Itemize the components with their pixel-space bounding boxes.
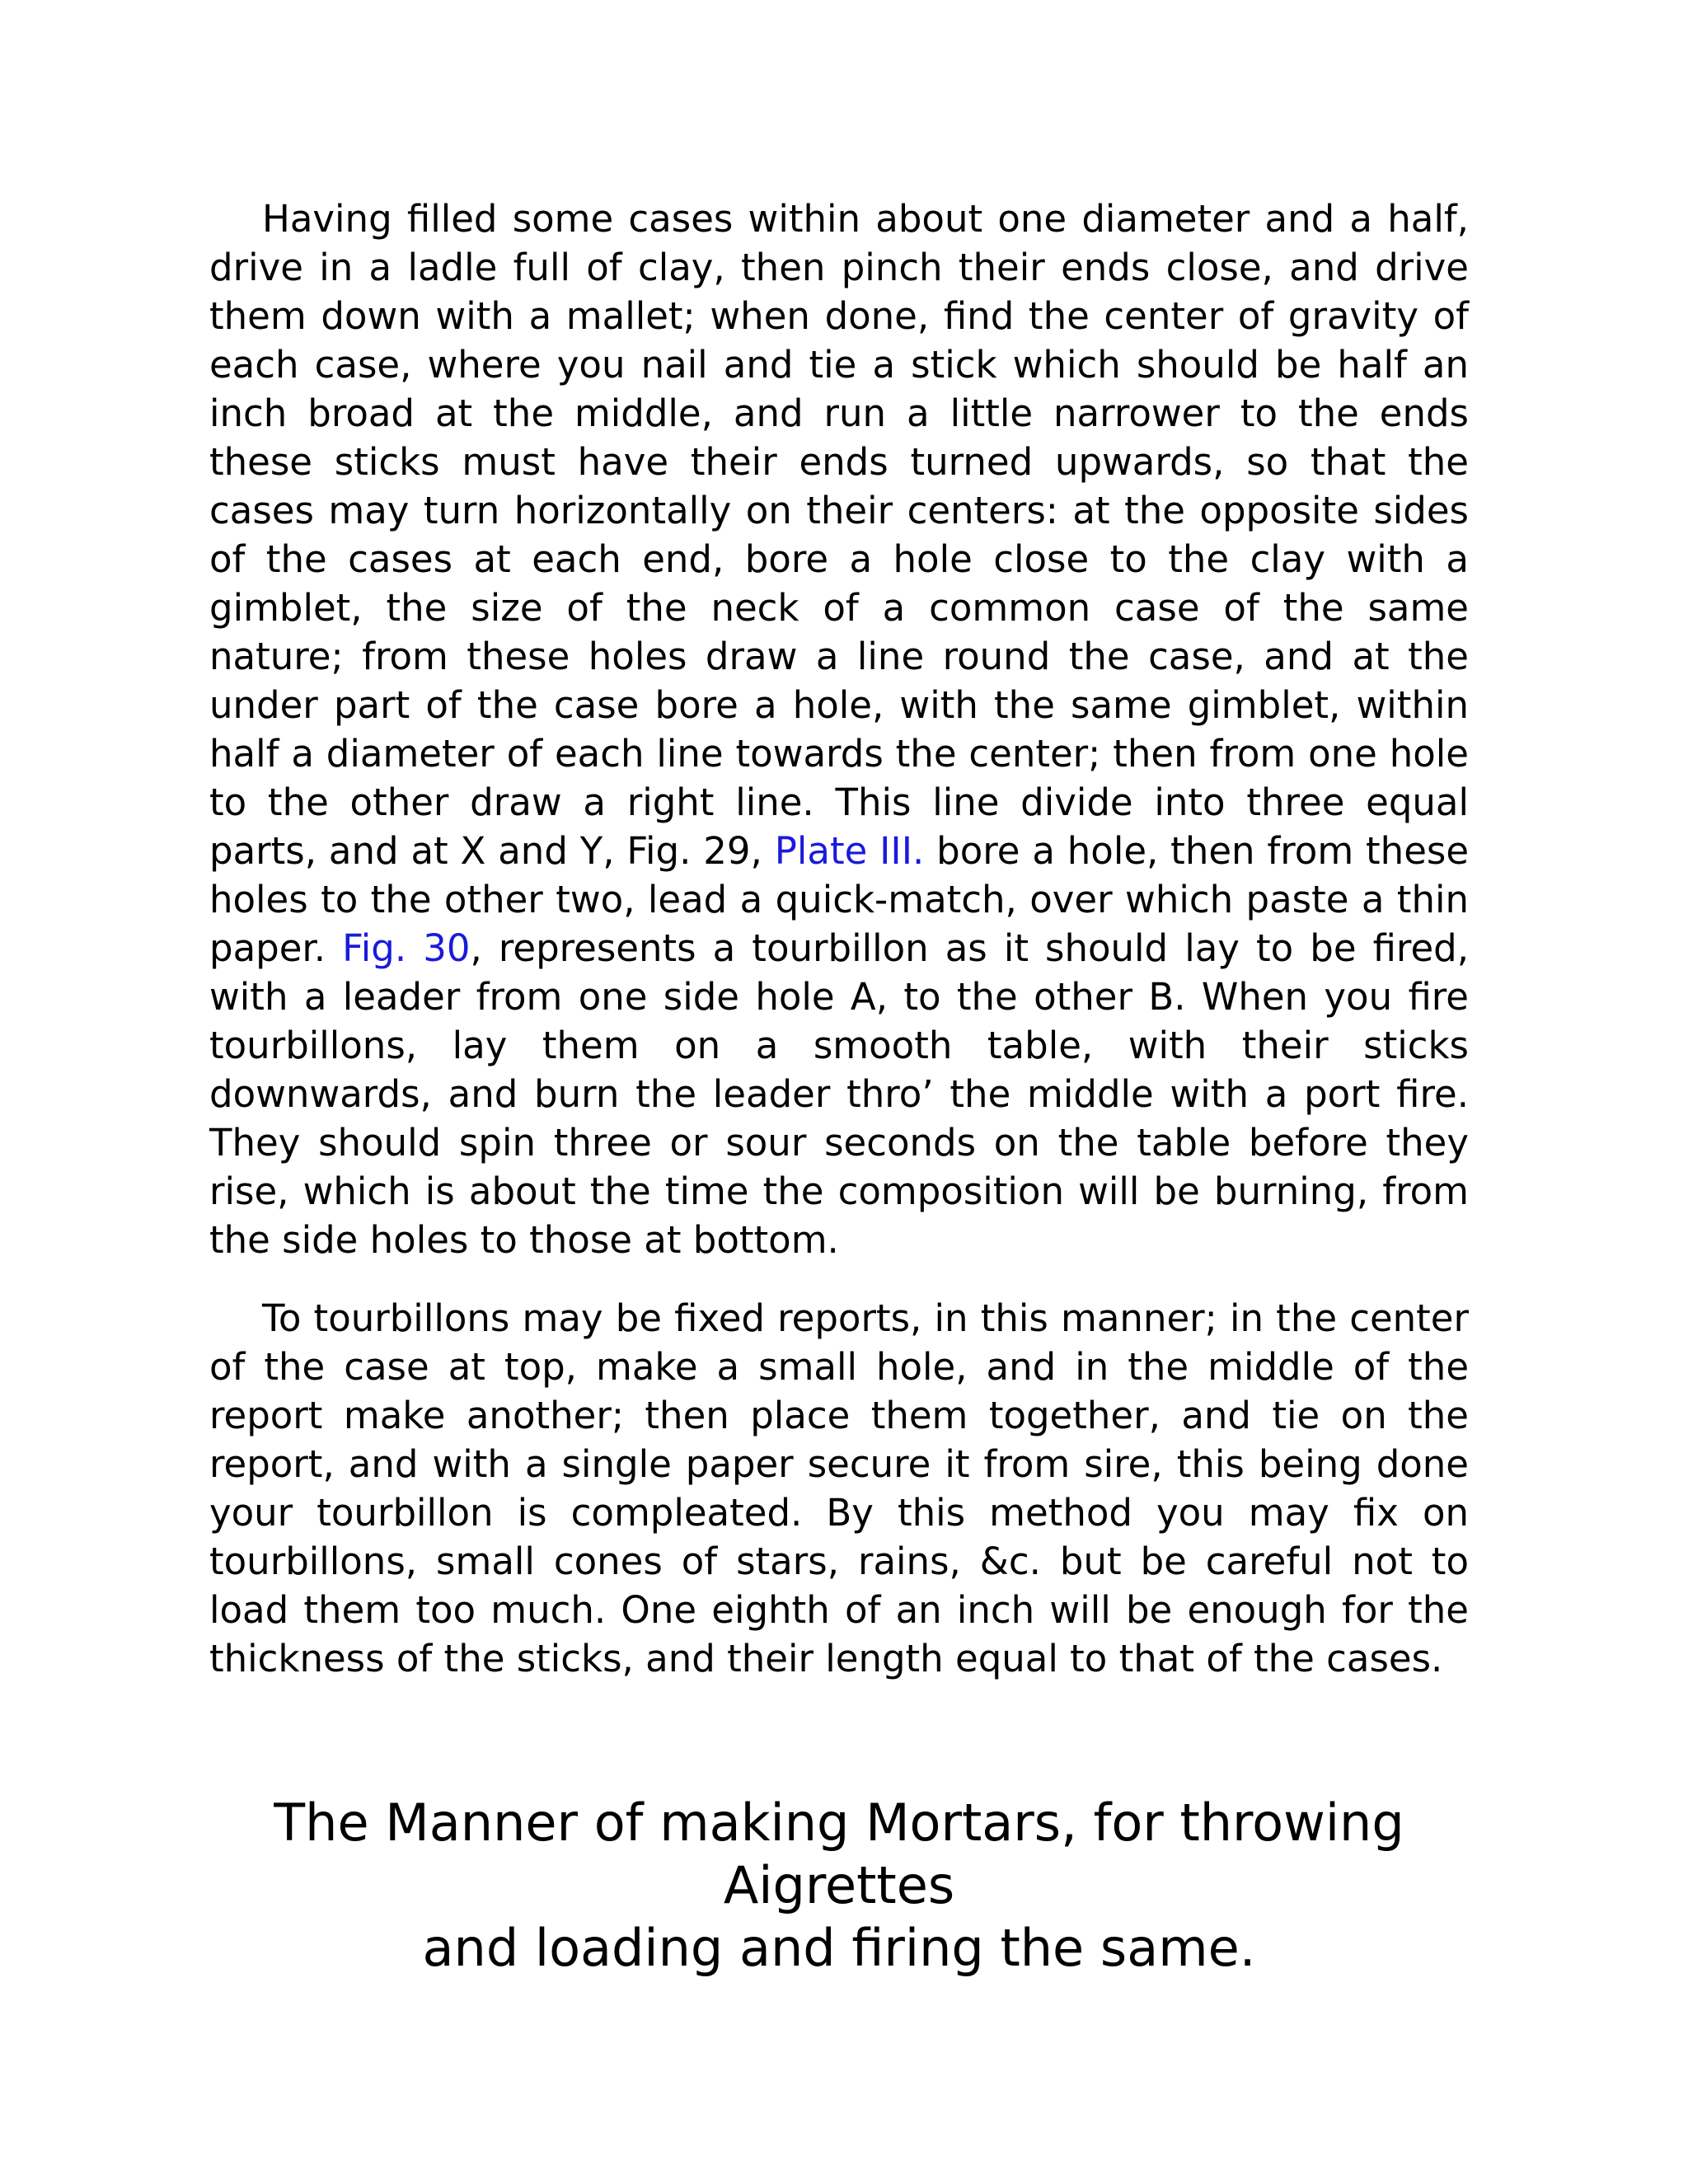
- plate-iii-link[interactable]: Plate III.: [774, 829, 925, 873]
- paragraph-tourbillon-construction: [209, 194, 1469, 1264]
- paragraph-tourbillon-reports: To tourbillons may be fixed reports, in this manner; in the center of the case at top, make a small hole, and in the middle of the report make another; then place them together, and tie on the report, and with a single paper secure it from sire, this being done your tourbillon is compleated. By this method you may fix on tourbillons, small cones of stars, rains, &c. but be careful not to load them too much. One eighth of an inch will be enough for the thickness of the sticks, and their length equal to that of the cases.: [209, 1296, 1469, 1680]
- section-heading: [209, 1792, 1469, 1980]
- page-content: [209, 194, 1469, 1980]
- section-heading-line-1: The Manner of making Mortars, for throwing Aigrettes: [274, 1793, 1404, 1915]
- paragraph-text-part-2: bore a hole, then from these holes to the other two, lead a quick-match, over which paste a thin paper.: [209, 829, 1470, 970]
- paragraph-text-part-3: , represents a tourbillon as it should lay to be fired, with a leader from one side hole A, to the other B. When you fire tourbillons, lay them on a smooth table, with their sticks downwards, and burn the leader thro’ the middle with a port fire. They should spin three or sour seconds on the table before they rise, which is about the time the composition will be burning, from the side holes to those at bottom.: [209, 926, 1469, 1262]
- fig-30-link[interactable]: Fig. 30: [342, 926, 471, 970]
- paragraph-text-part-1: Having filled some cases within about one diameter and a half, drive in a ladle full of clay, then pinch their ends close, and drive them down with a mallet; when done, find the center of gravity of each case, where you nail and tie a stick which should be half an inch broad at the middle, and run a little narrower to the ends these sticks must have their ends turned upwards, so that the cases may turn horizontally on their centers: at the opposite sides of the cases at each end, bore a hole close to the clay with a gimblet, the size of the neck of a common case of the same nature; from these holes draw a line round the case, and at the under part of the case bore a hole, with the same gimblet, within half a diameter of each line towards the center; then from one hole to the other draw a right line. This line divide into three equal parts, and at X and Y, Fig. 29,: [209, 197, 1469, 873]
- section-heading-line-2: and loading and firing the same.: [422, 1918, 1256, 1978]
